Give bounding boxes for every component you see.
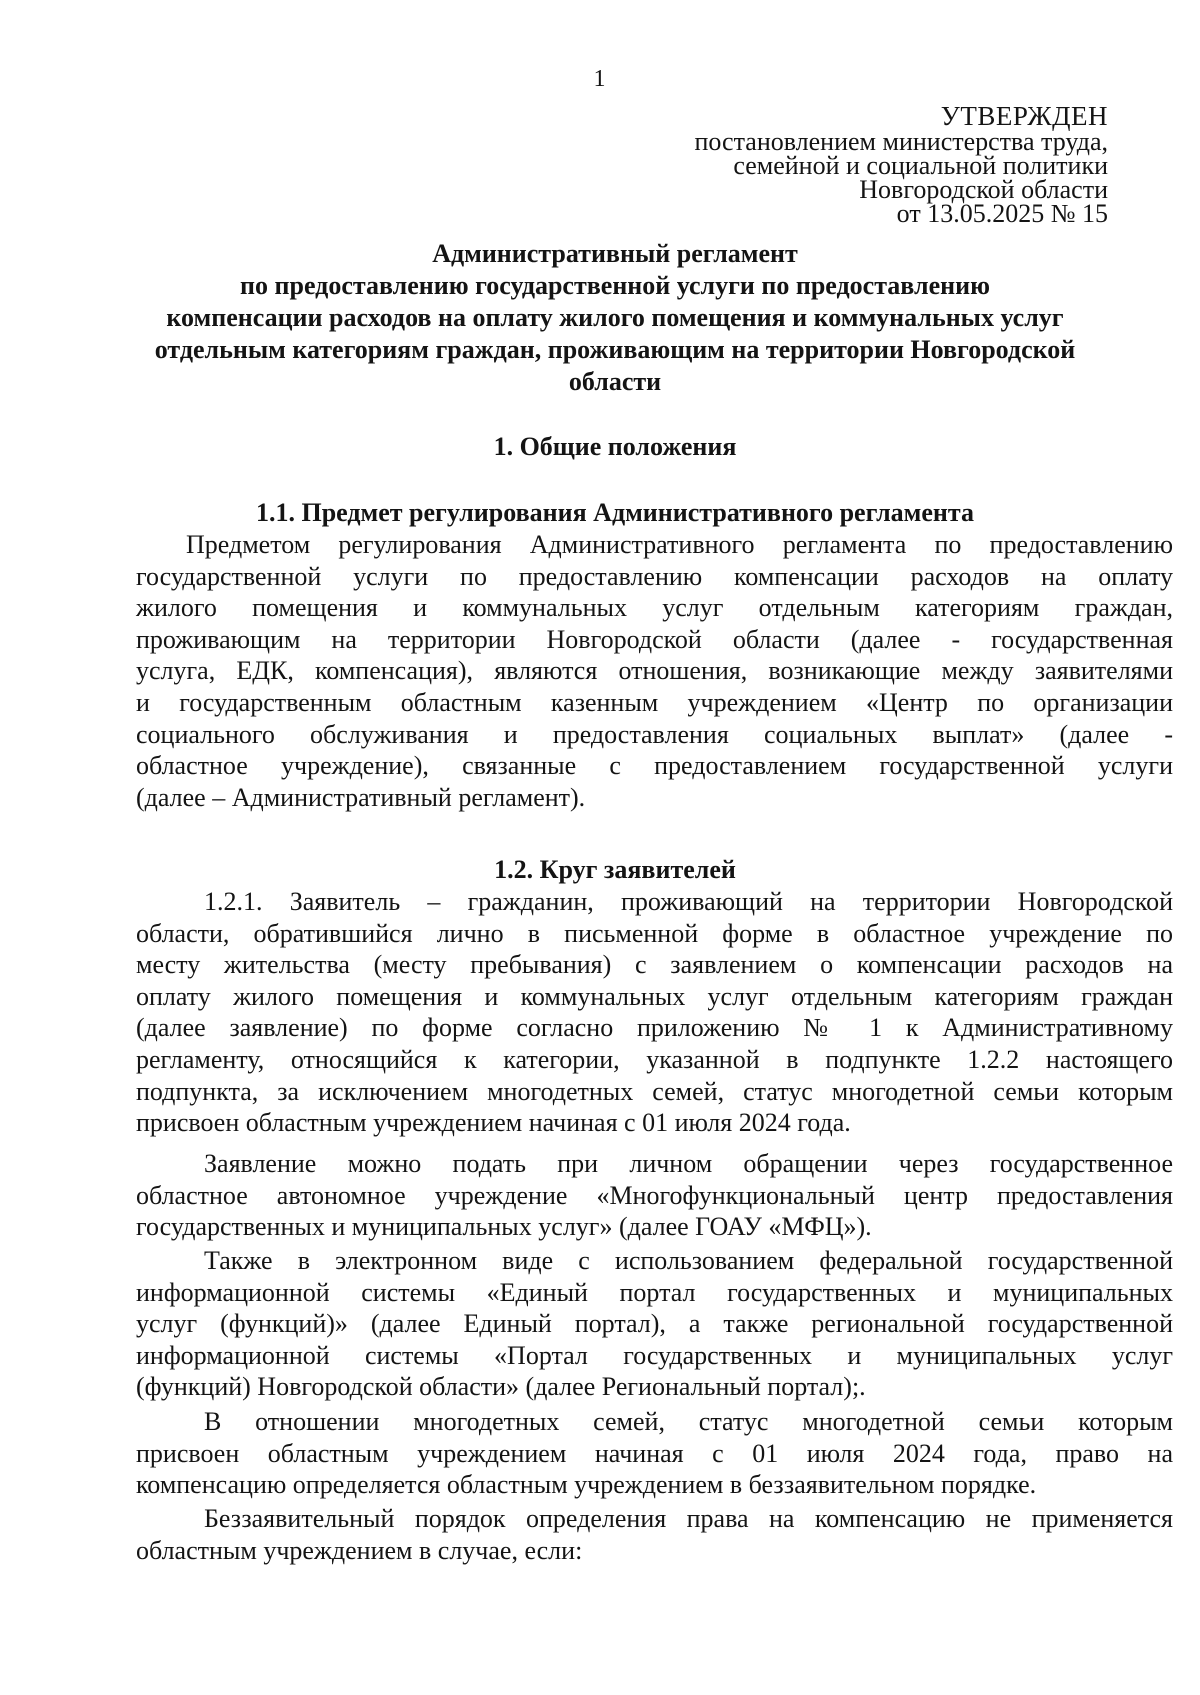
document-title <box>120 238 1110 398</box>
text-line: областное учреждение), связанные с предоставлением государственной услуги <box>136 751 1173 781</box>
text-line: (далее – Административный регламент). <box>136 782 586 812</box>
title-line: отдельным категориям граждан, проживающим на территории Новгородской <box>154 335 1076 364</box>
approval-line: семейной и социальной политики <box>733 151 1108 180</box>
text-line: областным учреждением в случае, если: <box>136 1535 583 1565</box>
text-line: информационной системы «Портал государственных и муниципальных услуг <box>136 1340 1173 1370</box>
text-line: услуга, ЕДК, компенсация), являются отношения, возникающие между заявителями <box>136 656 1173 686</box>
paragraph-large-families <box>136 1406 1173 1501</box>
title-line: по предоставлению государственной услуги по предоставлению <box>240 271 990 300</box>
text-line: компенсацию определяется областным учреждением в беззаявительном порядке. <box>136 1470 1037 1500</box>
text-line: жилого помещения и коммунальных услуг отдельным категориям граждан, <box>136 593 1173 623</box>
paragraph-subject <box>136 529 1173 813</box>
approval-heading: УТВЕРЖДЕН <box>940 101 1108 131</box>
text-line: оплату жилого помещения и коммунальных услуг отдельным категориям граждан <box>136 981 1173 1011</box>
approval-line: постановлением министерства труда, <box>694 127 1108 156</box>
text-line: регламенту, относящийся к категории, указанной в подпункте 1.2.2 настоящего <box>136 1044 1173 1074</box>
text-line: информационной системы «Единый портал государственных и муниципальных <box>136 1277 1173 1307</box>
text-line: Заявление можно подать при личном обращении через государственное <box>204 1149 1173 1178</box>
section-heading-general: 1. Общие положения <box>493 432 737 461</box>
text-line: Предметом регулирования Административного регламента по предоставлению <box>186 530 1173 559</box>
text-line: В отношении многодетных семей, статус многодетной семьи которым <box>204 1407 1173 1436</box>
text-line: присвоен областным учреждением начиная с 01 июля 2024 года, право на <box>136 1438 1173 1468</box>
paragraph-exceptions <box>136 1503 1173 1566</box>
paragraph-mfc <box>136 1148 1173 1243</box>
approval-block <box>694 101 1109 228</box>
text-line: Беззаявительный порядок определения права на компенсацию не применяется <box>204 1504 1173 1533</box>
paragraph-applicant-definition <box>136 886 1173 1139</box>
text-line: (функций) Новгородской области» (далее Региональный портал);. <box>136 1372 866 1402</box>
text-line: областное автономное учреждение «Многофункциональный центр предоставления <box>136 1180 1173 1210</box>
text-line: месту жительства (месту пребывания) с заявлением о компенсации расходов на <box>136 950 1173 980</box>
approval-date-number: от 13.05.2025 № 15 <box>896 199 1108 228</box>
text-line: и государственным областным казенным учреждением «Центр по организации <box>136 687 1173 717</box>
text-line: подпункта, за исключением многодетных семей, статус многодетной семьи которым <box>136 1076 1173 1106</box>
paragraph-electronic <box>136 1245 1173 1403</box>
text-line: присвоен областным учреждением начиная с 01 июля 2024 года. <box>136 1108 851 1138</box>
title-line: компенсации расходов на оплату жилого помещения и коммунальных услуг <box>166 303 1064 332</box>
text-line: (далее заявление) по форме согласно приложению № 1 к Административному <box>136 1013 1173 1043</box>
text-line: государственных и муниципальных услуг» (далее ГОАУ «МФЦ»). <box>136 1212 872 1242</box>
text-line: социального обслуживания и предоставления социальных выплат» (далее - <box>136 719 1173 749</box>
text-line: 1.2.1. Заявитель – гражданин, проживающий на территории Новгородской <box>204 887 1173 916</box>
text-line: проживающим на территории Новгородской области (далее - государственная <box>136 624 1173 654</box>
text-line: услуг (функций)» (далее Единый портал), а также региональной государственной <box>136 1309 1173 1339</box>
text-line: Также в электронном виде с использованием федеральной государственной <box>204 1246 1173 1275</box>
approval-line: Новгородской области <box>859 175 1108 204</box>
text-line: области, обратившийся лично в письменной форме в областное учреждение по <box>136 918 1173 948</box>
title-line: области <box>568 367 662 396</box>
section-heading-applicants: 1.2. Круг заявителей <box>494 855 736 884</box>
title-line: Административный регламент <box>432 239 798 268</box>
text-line: государственной услуги по предоставлению компенсации расходов на оплату <box>136 561 1173 591</box>
page-number: 1 <box>593 66 607 92</box>
section-heading-subject: 1.1. Предмет регулирования Административного регламента <box>256 498 974 527</box>
